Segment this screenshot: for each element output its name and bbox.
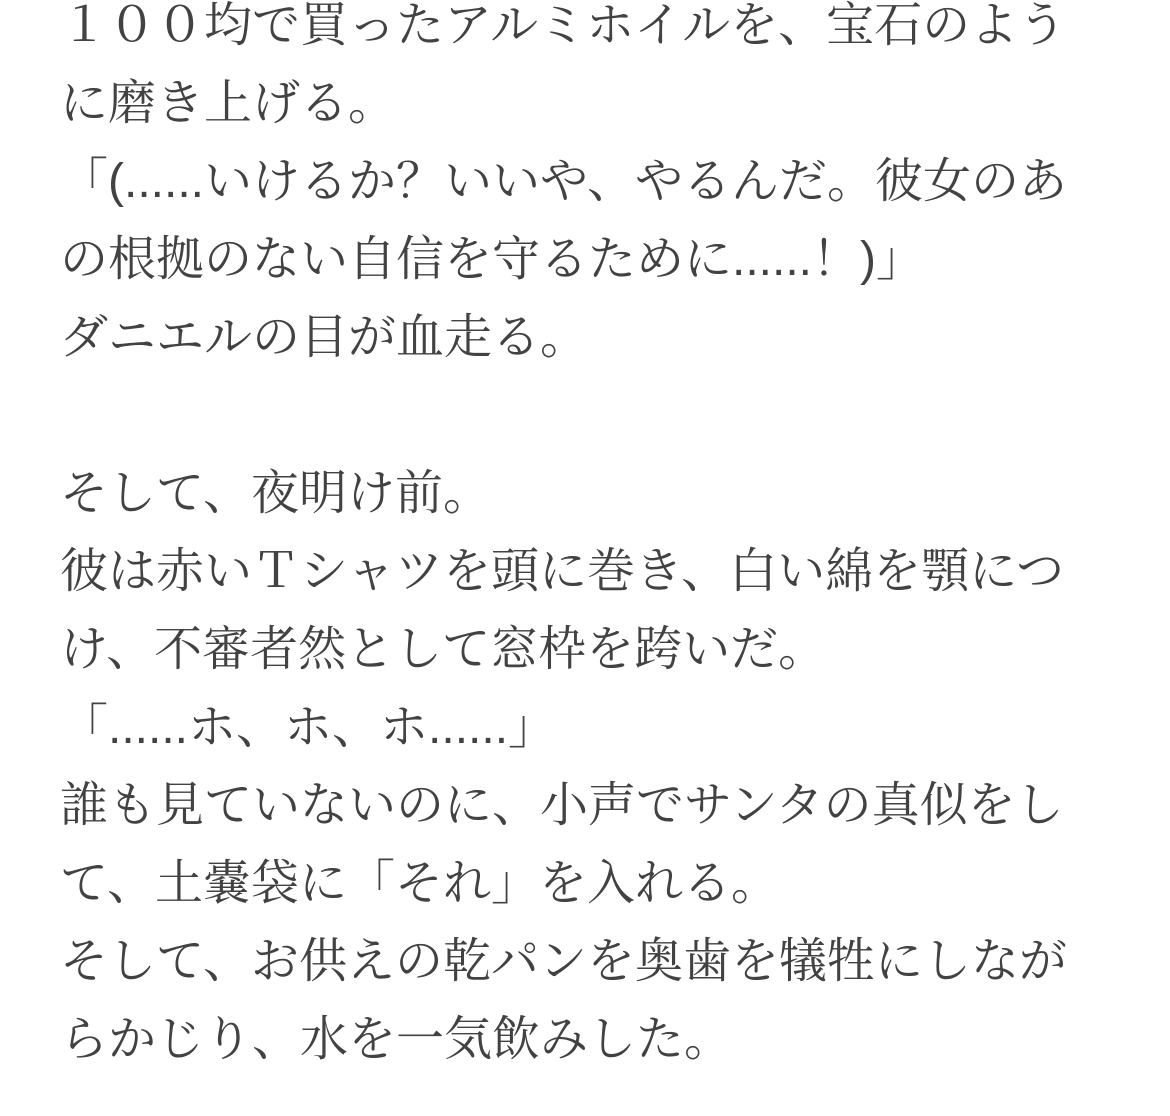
text-line: そして、夜明け前。 (60, 467, 492, 520)
text-line: 誰も見ていないのに、小声でサンタの真似をし (60, 779, 1064, 832)
text-line: け、不審者然として窓枠を跨いだ。 (60, 623, 827, 676)
text-line: て、土嚢袋に「それ」を入れる。 (60, 857, 780, 910)
text-line: 「......ホ、ホ、ホ......」 (60, 701, 557, 754)
text-line: そして、お供えの乾パンを奥歯を犠牲にしなが (60, 935, 1068, 988)
text-line: らかじり、水を一気飲みした。 (60, 1013, 733, 1066)
text-line: に磨き上げる。 (60, 77, 397, 130)
text-line: 「(......いけるか？いいや、やるんだ。彼女のあ (60, 155, 1068, 208)
text-line: ダニエルの目が血走る。 (60, 311, 589, 364)
text-line: 彼は赤いＴシャツを頭に巻き、白い綿を顎につ (60, 545, 1065, 598)
text-line: １００均で買ったアルミホイルを、宝石のよう (60, 0, 1067, 52)
text-line: の根拠のない自信を守るために......！)」 (60, 233, 925, 286)
blank-line (60, 377, 1114, 455)
